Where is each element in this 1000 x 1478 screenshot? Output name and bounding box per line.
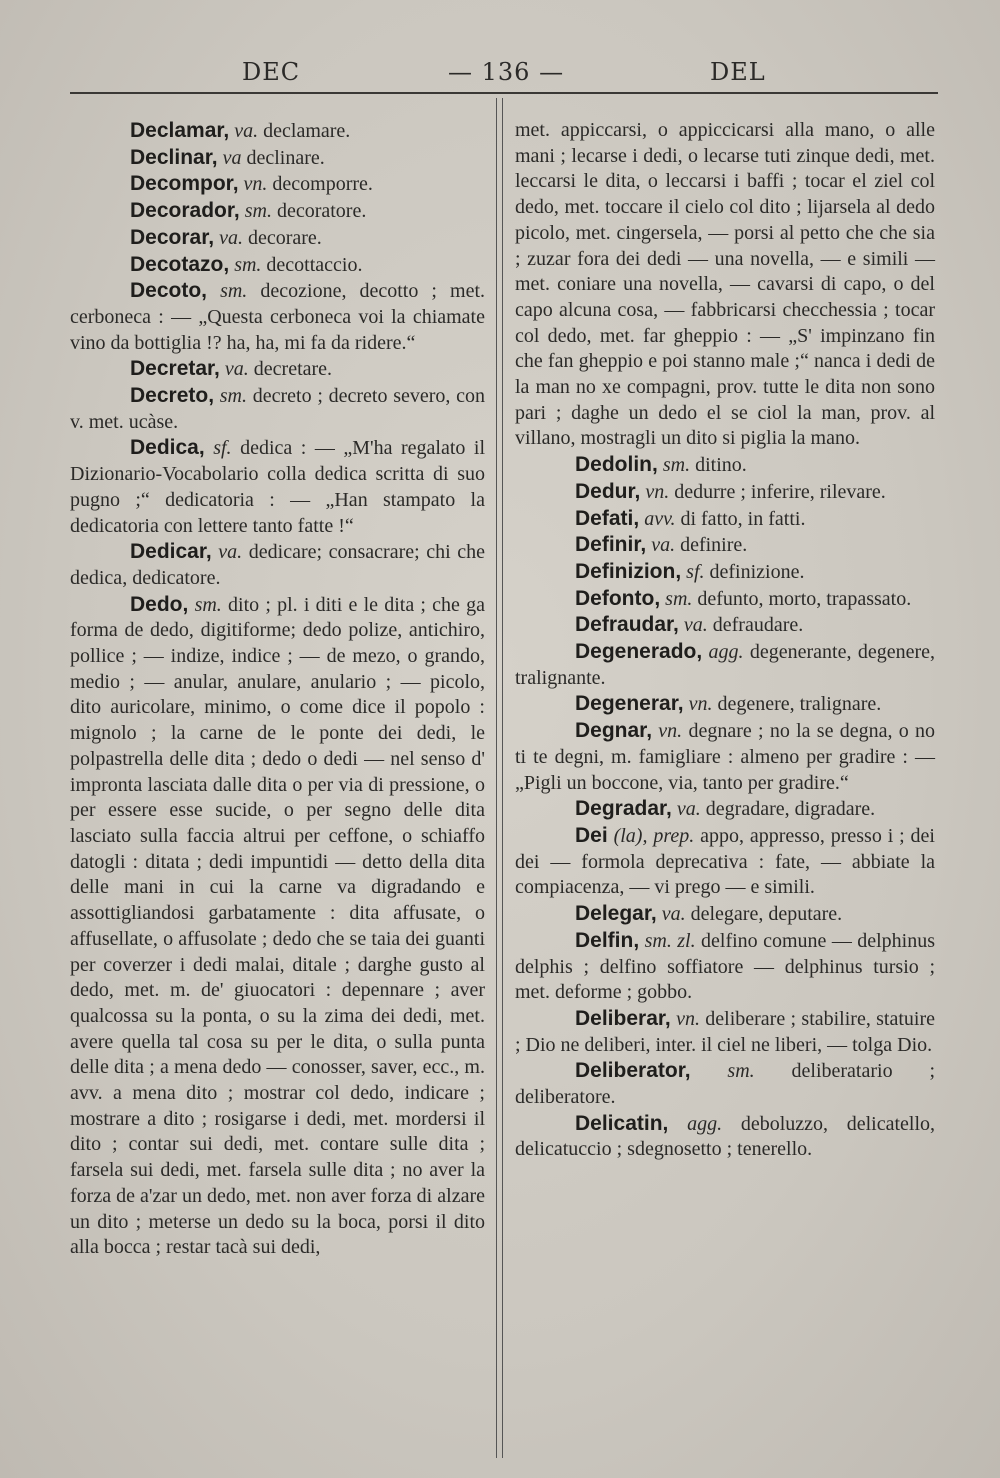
entry-headword: Degnar, (575, 719, 653, 743)
dictionary-entry (515, 1006, 935, 1058)
dictionary-entry (70, 198, 485, 225)
entry-part-of-speech: vn. (688, 693, 713, 716)
entry-definition: degenere, tralignare. (717, 693, 882, 716)
column-divider (496, 98, 503, 1458)
entry-definition: degenerante, degenere, tralignante. (515, 641, 935, 689)
entry-headword: Dedo, (130, 592, 189, 616)
entry-headword: Defati, (575, 506, 640, 530)
entry-part-of-speech: sf. (213, 437, 232, 460)
entry-definition: deliberare ; stabilire, statuire ; Dio ne deliberi, inter. il ciel ne liberi, — tolga Dio. (515, 1007, 936, 1056)
entry-definition: defraudare. (712, 614, 804, 637)
dictionary-entry (515, 506, 935, 533)
header-left-guide-word: DEC (242, 58, 301, 86)
header-rule (70, 92, 938, 94)
entry-definition: deliberatario ; deliberatore. (515, 1060, 936, 1109)
dictionary-entry (70, 145, 485, 172)
dictionary-entry (70, 278, 485, 356)
entry-headword: Degenerar, (575, 692, 684, 716)
entry-headword: Delicatin, (575, 1111, 669, 1135)
dictionary-entry (70, 118, 485, 145)
left-column (70, 118, 485, 1261)
entry-headword: Dedolin, (575, 453, 658, 477)
page-header (70, 58, 940, 94)
dictionary-entry (515, 452, 935, 479)
entry-part-of-speech: sm. (727, 1060, 755, 1083)
entry-part-of-speech: va. (676, 798, 701, 821)
entry-definition: definizione. (709, 560, 805, 583)
entry-headword: Declamar, (130, 119, 230, 142)
page-number: — 136 — (448, 58, 565, 86)
entry-definition: decozione, decotto ; met. cerboneca : — „Questa cerboneca voi la chiamate vino da bottiglia !? ha, ha, mi fa da ridere.“ (70, 280, 486, 354)
entry-part-of-speech: sm. (234, 253, 262, 276)
entry-headword: Deliberator, (575, 1059, 691, 1083)
entry-definition: decoratore. (276, 200, 367, 223)
entry-part-of-speech: va. (218, 541, 243, 564)
entry-part-of-speech: vn. (658, 720, 683, 743)
dictionary-entry (515, 479, 935, 506)
dictionary-entry (515, 1111, 935, 1163)
entry-headword: Decorador, (130, 199, 240, 223)
entry-part-of-speech: va. (224, 358, 249, 381)
entry-definition: deboluzzo, delicatello, delicatuccio ; sdegnosetto ; tenerello. (515, 1112, 936, 1161)
dictionary-entry (515, 118, 935, 452)
dictionary-entry (515, 559, 935, 586)
entry-definition: declinare. (246, 146, 325, 169)
entry-definition: met. appiccarsi, o appiccicarsi alla mano, o alle mani ; lecarse i dedi, o lecarse tuti zinque dedi, met. leccarsi le dita, o leccarsi i baffi ; tocar el ziel col dedo, met. toccare il cielo col dito ; lijarsela al dedo picolo, met. cingersela, — porsi al petto che che sia ; zuzar fora dei dedi — una novella, — e simili — met. coniare una novella, — cavarsi di capo, o del capo alcuna cosa, — fabbricarsi checchessia ; tocar col dedo, met. far gheppio : — „S' impinzano fin che fan gheppio e poi stanno male ;“ nanca i dedi de la man no xe compagni, prov. tutte le dita non sono pari ; daghe un dedo el se ciol la man, prov. al villano, mostragli un dito si piglia la mano. (515, 119, 935, 450)
entry-definition: dedica : — „M'ha regalato il Dizionario-Vocabolario colla dedica scritta di suo pugno ;“ dedicatoria : — „Han stampato la dedicatoria con lettere tanto fatte !“ (70, 437, 486, 537)
dictionary-entry (515, 901, 935, 928)
entry-definition: ditino. (695, 454, 747, 477)
entry-headword: Defraudar, (575, 613, 679, 637)
dictionary-entry (70, 252, 485, 279)
dictionary-entry (515, 796, 935, 823)
dictionary-entry (70, 539, 485, 591)
entry-part-of-speech: sm. (665, 587, 693, 610)
entry-definition: degnare ; no la se degna, o no ti te degni, m. famigliare : almeno per gradire : — „Pigli un boccone, via, tanto per gradire.“ (515, 720, 935, 794)
entry-definition: dedicare; consacrare; chi che dedica, dedicatore. (70, 541, 486, 589)
entry-definition: declamare. (263, 120, 351, 142)
header-right-guide-word: DEL (710, 58, 766, 86)
entry-part-of-speech: sf. (686, 560, 705, 583)
entry-definition: di fatto, in fatti. (680, 507, 806, 530)
entry-part-of-speech: va. (651, 534, 676, 557)
entry-definition: delfino comune — delphinus delphis ; delfino soffiatore — delphinus tursio ; met. deforme ; gobbo. (515, 929, 936, 1004)
entry-part-of-speech: va. (683, 614, 708, 637)
entry-definition: dito ; pl. i diti e le dita ; che ga forma de dedo, digitiforme; dedo polize, antichiro, pollice ; — indize, indice ; — de mezo, o grando, medio ; — anular, anulare, anulario ; — picolo, dito auricolare, minimo, o come dice il popolo : mignolo ; la carne de le ponte dei dedi, le polpastrella delle dita ; dedo o dedi — nel senso d' impronta lasciata dalle dita o per via di pressione, o per essere esse sucide, o per segno delle dita lasciato sulla faccia altrui per ceffone, o schiaffo datogli : ditata ; dedi impuntidi — detto della dita delle mani in cui la carne va digradando e assottigliandosi garbatamente : dita affusate, o affusellate, o affusolate ; dedo che se taia dei guanti per coverzer i dedi malai, ditale ; darghe gusto al dedo, met. m. de' giuocatori : depennare ; aver qualcossa su la ponta, o su la zima dei dedi, met. avere quella tal cosa su per le dita, o sulla punta delle dita ; a mena dedo — conosser, saver, ecc., m. avv. a mena dito ; mostrar col dedo, indicare ; mostrare a dito ; rosigarse i dedi, met. mordersi il dito ; contar sui dedi, met. contare sulle dita ; farsela sui dedi, met. farsela sulle dita ; no aver la forza de a'zar un dedo, met. non aver forza di alzare un dito ; meterse un dedo su la boca, porsi il dito alla bocca ; restar tacà sui dedi, (70, 593, 486, 1259)
dictionary-entry (515, 691, 935, 718)
entry-headword: Dedur, (575, 479, 641, 503)
entry-headword: Dedica, (130, 436, 205, 460)
entry-definition: decreto ; decreto severo, con v. met. ucàse. (70, 385, 485, 433)
entry-part-of-speech: sm. (662, 454, 691, 477)
entry-part-of-speech: va. (234, 120, 259, 142)
dictionary-entry (70, 383, 485, 435)
entry-definition: definire. (680, 534, 748, 557)
dictionary-entry (515, 586, 935, 613)
entry-part-of-speech: sm. (244, 200, 272, 223)
entry-part-of-speech: vn. (243, 173, 268, 196)
dictionary-entry (515, 928, 935, 1006)
entry-headword: Definizion, (575, 559, 682, 583)
entry-headword: Decotazo, (130, 252, 230, 276)
entry-definition: decretare. (253, 358, 333, 381)
dictionary-entry (515, 532, 935, 559)
entry-headword: Delegar, (575, 902, 657, 926)
dictionary-entry (70, 592, 485, 1261)
entry-part-of-speech: sm. zl. (644, 929, 696, 952)
entry-part-of-speech: sm. (219, 385, 247, 408)
entry-part-of-speech: agg. (687, 1112, 723, 1135)
entry-headword: Decorar, (130, 225, 215, 249)
dictionary-entry (515, 639, 935, 691)
entry-headword: Decreto, (130, 384, 215, 408)
entry-headword: Dedicar, (130, 540, 212, 564)
right-column (515, 118, 935, 1163)
entry-part-of-speech: va. (661, 903, 686, 926)
entry-definition: decomporre. (272, 173, 373, 196)
dictionary-entry (515, 1058, 935, 1110)
entry-part-of-speech: (la), prep. (613, 824, 695, 847)
entry-headword: Declinar, (130, 145, 218, 169)
entry-headword: Decoto, (130, 279, 208, 303)
dictionary-entry (70, 435, 485, 539)
entry-headword: Decretar, (130, 357, 220, 381)
entry-definition: appo, appresso, presso i ; dei dei — formola deprecativa : fate, — abbiate la compiacenza, — vi prego — e simili. (515, 824, 935, 899)
entry-definition: degradare, digradare. (705, 798, 876, 821)
dictionary-entry (515, 823, 935, 901)
dictionary-entry (515, 718, 935, 796)
dictionary-entry (70, 171, 485, 198)
entry-definition: decorare. (247, 226, 322, 249)
dictionary-entry (70, 356, 485, 383)
entry-headword: Decompor, (130, 172, 239, 196)
entry-part-of-speech: va. (219, 226, 243, 249)
entry-headword: Deliberar, (575, 1006, 671, 1030)
entry-part-of-speech: sm. (220, 280, 248, 303)
entry-headword: Definir, (575, 533, 647, 557)
dictionary-entry (515, 612, 935, 639)
entry-definition: decottaccio. (266, 253, 363, 276)
entry-headword: Dei (575, 823, 608, 847)
entry-headword: Degradar, (575, 797, 672, 821)
entry-definition: dedurre ; inferire, rilevare. (674, 480, 886, 503)
entry-definition: defunto, morto, trapassato. (697, 587, 912, 610)
entry-part-of-speech: sm. (194, 593, 222, 616)
entry-part-of-speech: avv. (644, 507, 676, 530)
entry-part-of-speech: va (222, 146, 242, 169)
entry-part-of-speech: agg. (708, 641, 744, 664)
entry-headword: Delfin, (575, 928, 640, 952)
entry-part-of-speech: vn. (645, 480, 670, 503)
dictionary-entry (70, 225, 485, 252)
entry-headword: Defonto, (575, 586, 661, 610)
entry-part-of-speech: vn. (676, 1007, 700, 1030)
entry-definition: delegare, deputare. (690, 903, 843, 926)
entry-headword: Degenerado, (575, 640, 703, 664)
